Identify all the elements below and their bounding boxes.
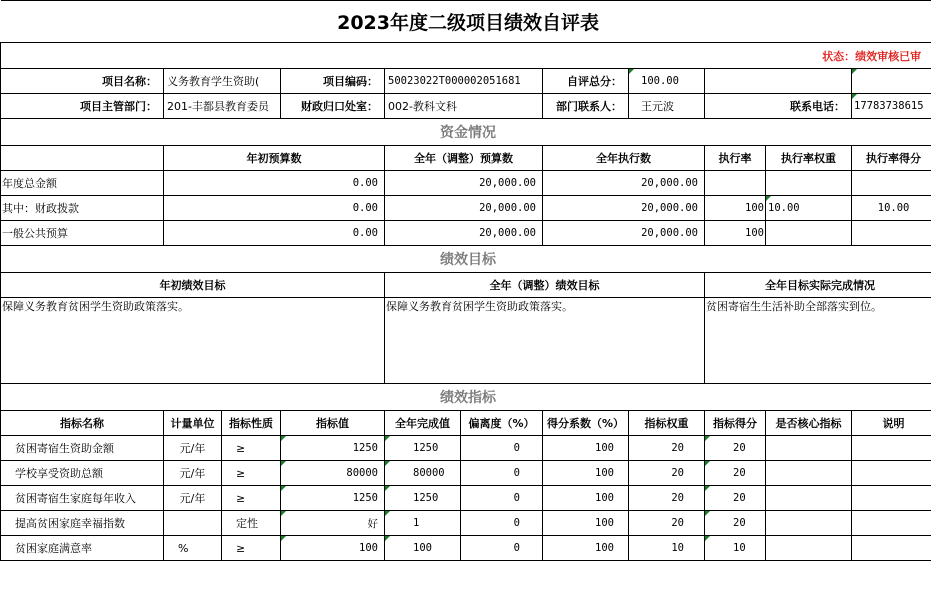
funds-row-adjusted[interactable]: 20,000.00 bbox=[385, 196, 543, 221]
ind-header-weight: 指标权重 bbox=[629, 411, 705, 436]
ind-header-coef: 得分系数（%） bbox=[543, 411, 629, 436]
indicator-row bbox=[1, 436, 931, 461]
indicator-row bbox=[1, 536, 931, 561]
funds-row-rate[interactable] bbox=[705, 171, 766, 196]
ind-name: 贫困家庭满意率 bbox=[1, 536, 164, 561]
ind-score[interactable]: 20 bbox=[705, 436, 766, 461]
ind-dev: 0 bbox=[461, 436, 543, 461]
ind-core[interactable] bbox=[766, 536, 852, 561]
goals-header-adjusted: 全年（调整）绩效目标 bbox=[385, 273, 705, 298]
ind-weight: 20 bbox=[629, 511, 705, 536]
ind-nature: ≥ bbox=[222, 486, 281, 511]
ind-header-score: 指标得分 bbox=[705, 411, 766, 436]
office-value[interactable]: 002-教科文科 bbox=[385, 94, 543, 119]
info-row-2 bbox=[1, 94, 931, 119]
funds-row-rate[interactable]: 100 bbox=[705, 221, 766, 246]
ind-header-value: 指标值 bbox=[281, 411, 385, 436]
funds-row-name: 年度总金额 bbox=[1, 171, 164, 196]
ind-nature: 定性 bbox=[222, 511, 281, 536]
ind-unit: 元/年 bbox=[164, 436, 222, 461]
project-name-label: 项目名称： bbox=[1, 69, 164, 94]
ind-done[interactable]: 100 bbox=[385, 536, 461, 561]
ind-name: 贫困寄宿生家庭每年收入 bbox=[1, 486, 164, 511]
funds-header-score: 执行率得分 bbox=[852, 146, 931, 171]
ind-note[interactable] bbox=[852, 486, 931, 511]
score-label: 自评总分： bbox=[543, 69, 629, 94]
funds-row-initial[interactable]: 0.00 bbox=[164, 221, 385, 246]
ind-header-core: 是否核心指标 bbox=[766, 411, 852, 436]
ind-nature: ≥ bbox=[222, 436, 281, 461]
goals-header-initial: 年初绩效目标 bbox=[1, 273, 385, 298]
ind-value[interactable]: 1250 bbox=[281, 486, 385, 511]
indicator-row bbox=[1, 486, 931, 511]
dept-label: 项目主管部门： bbox=[1, 94, 164, 119]
project-code-value[interactable]: 50023022T000002051681 bbox=[385, 69, 543, 94]
ind-dev: 0 bbox=[461, 511, 543, 536]
ind-value[interactable]: 80000 bbox=[281, 461, 385, 486]
funds-row-executed[interactable]: 20,000.00 bbox=[543, 221, 705, 246]
ind-name: 学校享受资助总额 bbox=[1, 461, 164, 486]
ind-header-nature: 指标性质 bbox=[222, 411, 281, 436]
funds-header-rate: 执行率 bbox=[705, 146, 766, 171]
ind-score[interactable]: 20 bbox=[705, 486, 766, 511]
info-blank-cell bbox=[705, 69, 852, 94]
project-name-value[interactable]: 义务教育学生资助( bbox=[164, 69, 281, 94]
funds-header-initial: 年初预算数 bbox=[164, 146, 385, 171]
ind-coef: 100 bbox=[543, 511, 629, 536]
funds-row-weight[interactable] bbox=[766, 221, 852, 246]
goals-content-row bbox=[1, 298, 931, 384]
score-value[interactable]: 100.00 bbox=[629, 69, 705, 94]
funds-row-initial[interactable]: 0.00 bbox=[164, 171, 385, 196]
ind-value[interactable]: 好 bbox=[281, 511, 385, 536]
goals-actual-text[interactable]: 贫困寄宿生生活补助全部落实到位。 bbox=[705, 298, 931, 384]
ind-done[interactable]: 1 bbox=[385, 511, 461, 536]
ind-unit: 元/年 bbox=[164, 461, 222, 486]
ind-core[interactable] bbox=[766, 511, 852, 536]
ind-done[interactable]: 1250 bbox=[385, 436, 461, 461]
ind-note[interactable] bbox=[852, 511, 931, 536]
goals-header-row bbox=[1, 273, 931, 298]
contact-value[interactable]: 王元波 bbox=[629, 94, 705, 119]
ind-name: 提高贫困家庭幸福指数 bbox=[1, 511, 164, 536]
ind-dev: 0 bbox=[461, 461, 543, 486]
funds-row-score[interactable]: 10.00 bbox=[852, 196, 931, 221]
funds-row-executed[interactable]: 20,000.00 bbox=[543, 171, 705, 196]
ind-core[interactable] bbox=[766, 486, 852, 511]
indicator-row bbox=[1, 461, 931, 486]
funds-row-executed[interactable]: 20,000.00 bbox=[543, 196, 705, 221]
funds-section-title: 资金情况 bbox=[1, 119, 931, 146]
funds-row-initial[interactable]: 0.00 bbox=[164, 196, 385, 221]
ind-header-unit: 计量单位 bbox=[164, 411, 222, 436]
phone-value[interactable]: 17783738615 bbox=[852, 94, 931, 119]
goals-header-actual: 全年目标实际完成情况 bbox=[705, 273, 931, 298]
funds-row-score[interactable] bbox=[852, 171, 931, 196]
ind-score[interactable]: 20 bbox=[705, 461, 766, 486]
funds-row-adjusted[interactable]: 20,000.00 bbox=[385, 171, 543, 196]
funds-header-adjusted: 全年（调整）预算数 bbox=[385, 146, 543, 171]
funds-row-weight[interactable] bbox=[766, 171, 852, 196]
ind-score[interactable]: 20 bbox=[705, 511, 766, 536]
ind-header-done: 全年完成值 bbox=[385, 411, 461, 436]
ind-coef: 100 bbox=[543, 536, 629, 561]
ind-coef: 100 bbox=[543, 486, 629, 511]
ind-name: 贫困寄宿生资助金额 bbox=[1, 436, 164, 461]
ind-coef: 100 bbox=[543, 436, 629, 461]
funds-row bbox=[1, 221, 931, 246]
project-code-label: 项目编码： bbox=[281, 69, 385, 94]
indicator-row bbox=[1, 511, 931, 536]
indicators-section-title: 绩效指标 bbox=[1, 384, 931, 411]
ind-weight: 10 bbox=[629, 536, 705, 561]
funds-header-blank bbox=[1, 146, 164, 171]
ind-note[interactable] bbox=[852, 536, 931, 561]
ind-done[interactable]: 80000 bbox=[385, 461, 461, 486]
funds-header-executed: 全年执行数 bbox=[543, 146, 705, 171]
ind-header-name: 指标名称 bbox=[1, 411, 164, 436]
ind-note[interactable] bbox=[852, 436, 931, 461]
funds-row-name: 其中：财政拨款 bbox=[1, 196, 164, 221]
ind-dev: 0 bbox=[461, 486, 543, 511]
funds-row bbox=[1, 171, 931, 196]
ind-value[interactable]: 100 bbox=[281, 536, 385, 561]
funds-row-adjusted[interactable]: 20,000.00 bbox=[385, 221, 543, 246]
goals-section-title: 绩效目标 bbox=[1, 246, 931, 273]
funds-row-score[interactable] bbox=[852, 221, 931, 246]
ind-nature: ≥ bbox=[222, 461, 281, 486]
ind-weight: 20 bbox=[629, 486, 705, 511]
ind-core[interactable] bbox=[766, 436, 852, 461]
ind-done[interactable]: 1250 bbox=[385, 486, 461, 511]
ind-header-note: 说明 bbox=[852, 411, 931, 436]
funds-header-weight: 执行率权重 bbox=[766, 146, 852, 171]
phone-label: 联系电话： bbox=[705, 94, 852, 119]
dept-value[interactable]: 201-丰都县教育委员 bbox=[164, 94, 281, 119]
ind-core[interactable] bbox=[766, 461, 852, 486]
ind-note[interactable] bbox=[852, 461, 931, 486]
page-title: 2023年度二级项目绩效自评表 bbox=[1, 1, 931, 43]
funds-row bbox=[1, 196, 931, 221]
ind-unit bbox=[164, 511, 222, 536]
office-label: 财政归口处室： bbox=[281, 94, 385, 119]
ind-score[interactable]: 10 bbox=[705, 536, 766, 561]
info-blank-cell-2 bbox=[852, 69, 931, 94]
goals-adjusted-text[interactable]: 保障义务教育贫困学生资助政策落实。 bbox=[385, 298, 705, 384]
funds-row-rate[interactable]: 100 bbox=[705, 196, 766, 221]
goals-initial-text[interactable]: 保障义务教育贫困学生资助政策落实。 bbox=[1, 298, 385, 384]
ind-coef: 100 bbox=[543, 461, 629, 486]
contact-label: 部门联系人： bbox=[543, 94, 629, 119]
ind-header-dev: 偏离度（%） bbox=[461, 411, 543, 436]
funds-header-row bbox=[1, 146, 931, 171]
ind-weight: 20 bbox=[629, 461, 705, 486]
ind-unit: % bbox=[164, 536, 222, 561]
ind-unit: 元/年 bbox=[164, 486, 222, 511]
ind-value[interactable]: 1250 bbox=[281, 436, 385, 461]
status-badge: 状态：绩效审核已审 bbox=[1, 43, 931, 69]
info-row-1 bbox=[1, 69, 931, 94]
ind-weight: 20 bbox=[629, 436, 705, 461]
ind-dev: 0 bbox=[461, 536, 543, 561]
funds-row-name: 一般公共预算 bbox=[1, 221, 164, 246]
ind-nature: ≥ bbox=[222, 536, 281, 561]
indicators-header-row bbox=[1, 411, 931, 436]
funds-row-weight[interactable]: 10.00 bbox=[766, 196, 852, 221]
